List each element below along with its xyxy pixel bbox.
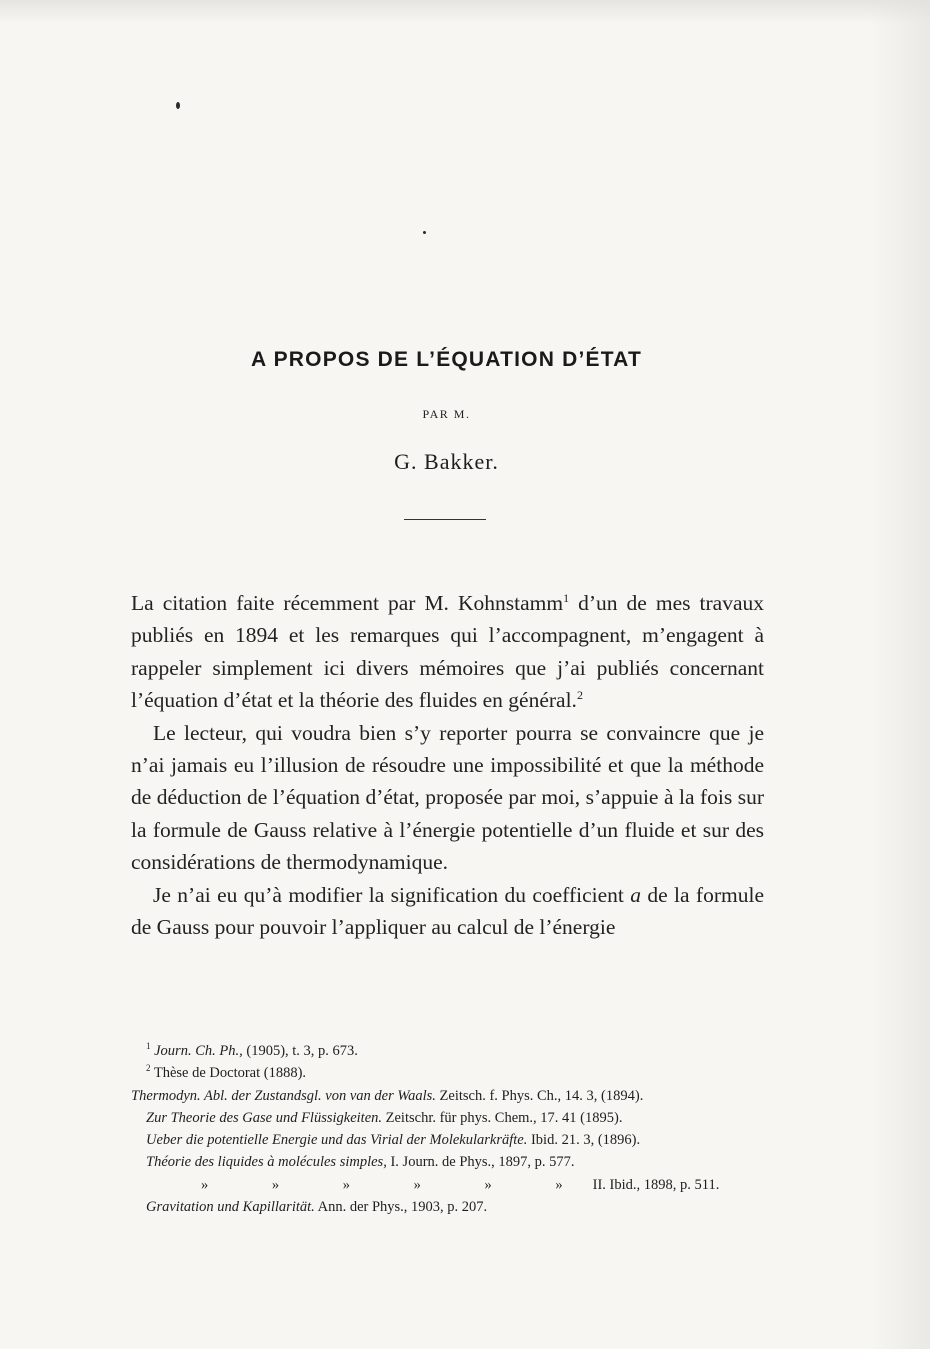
paragraph-2: Le lecteur, qui voudra bien s’y reporter pourra se convaincre que je n’ai jamais eu l’illusion de résoudre une impossibilité et que la méthode de déduction de l’équation d’état, proposée par moi, s’appuie à la fois sur la formule de Gauss relative à l’énergie potentielle d’un fluide et sur des considérations de thermodynamique. bbox=[131, 720, 764, 875]
article-title: A PROPOS DE L’ÉQUATION D’ÉTAT bbox=[250, 348, 643, 371]
footnotes bbox=[131, 1040, 767, 1218]
footnote-ref: 1 bbox=[563, 590, 570, 605]
article-body bbox=[131, 587, 764, 943]
ink-speck bbox=[176, 102, 180, 109]
title-divider bbox=[404, 519, 486, 520]
footnote-reference: Gravitation und Kapillarität. Ann. der Phys., 1903, p. 207. bbox=[146, 1199, 488, 1216]
ink-speck bbox=[423, 231, 426, 234]
footnote-2: $^2$ Thèse de Doctorat (1888). bbox=[146, 1063, 307, 1082]
footnote-reference: Thermodyn. Abl. der Zustandsgl. von van der Waals. Zeitsch. f. Phys. Ch., 14. 3, (1894). bbox=[131, 1087, 644, 1104]
paragraph-1: La citation faite récemment par M. Kohnstamm$^1$ d’un de mes travaux publiés en 1894 et les remarques qui l’accompagnent, m’engagent à rappeler simplement ici divers mémoires que j’ai publiés concernant l’équation d’état et la théorie des fluides en général.$^2$ bbox=[131, 590, 764, 713]
footnote-reference: Théorie des liquides à molécules simples, I. Journ. de Phys., 1897, p. 577. bbox=[146, 1154, 575, 1171]
byline: PAR M. bbox=[422, 407, 471, 421]
paragraph-3: Je n’ai eu qu’à modifier la signification du coefficient a de la formule de Gauss pour pouvoir l’appliquer au calcul de l’énergie bbox=[131, 882, 764, 940]
author-name: G. Bakker. bbox=[394, 449, 499, 474]
page-shadow-top bbox=[0, 0, 930, 24]
ditto-marks: » » » » » » bbox=[201, 1176, 593, 1193]
footnote-reference: Zur Theorie des Gase und Flüssigkeiten. Zeitschr. für phys. Chem., 17. 41 (1895). bbox=[146, 1109, 623, 1126]
footnote-reference: Ueber die potentielle Energie und das Virial der Molekularkräfte. Ibid. 21. 3, (1896). bbox=[146, 1132, 641, 1149]
footnote-reference: » » » » » »II. Ibid., 1898, p. 511. bbox=[131, 1174, 767, 1196]
page-shadow-edge bbox=[870, 0, 930, 1349]
footnote-1: $^1$ Journ. Ch. Ph., (1905), t. 3, p. 673. bbox=[146, 1041, 358, 1059]
variable-a: a bbox=[630, 882, 641, 907]
footnote-ref: 2 bbox=[576, 688, 583, 703]
